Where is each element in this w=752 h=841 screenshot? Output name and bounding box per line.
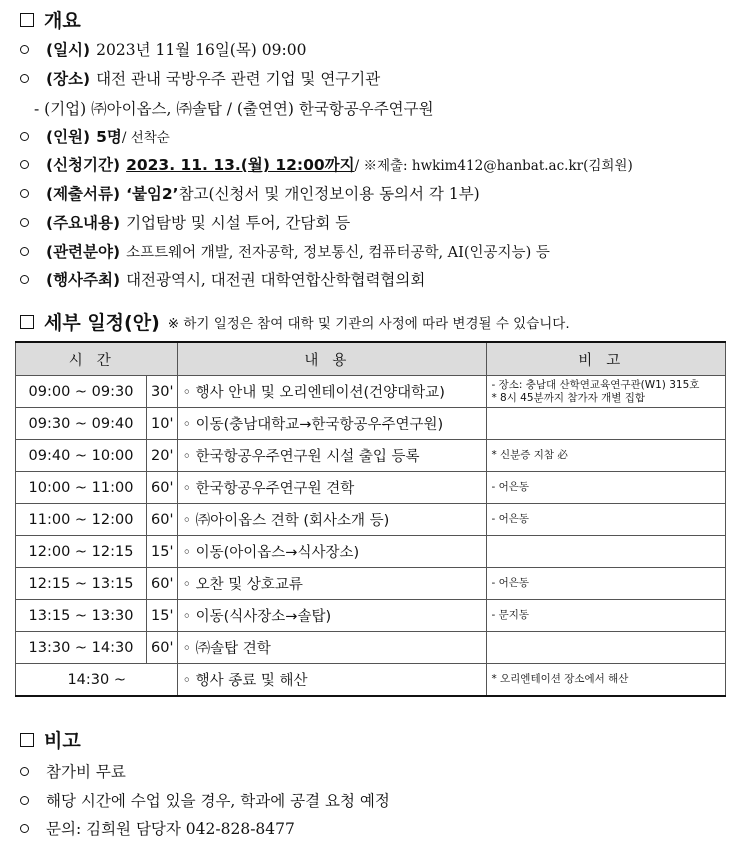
overview-item-apply-period: (신청기간) 2023. 11. 13.(월) 12:00까지 / ※제출: hwkim412@hanbat.ac.kr(김희원): [20, 153, 633, 175]
remarks-title: 비고: [44, 730, 81, 752]
table-row: 09:30 ~ 09:40 10' ◦ 이동(충남대학교→한국항공우주연구원): [16, 408, 726, 440]
schedule-table: [15, 341, 726, 697]
overview-item-documents: (제출서류) ‘붙임2’ 참고(신청서 및 개인정보이용 동의서 각 1부): [20, 182, 480, 204]
circle-bullet-icon: [20, 824, 29, 833]
square-bullet-icon: [20, 13, 34, 27]
schedule-title: 세부 일정(안): [44, 312, 160, 334]
circle-bullet-icon: [20, 796, 29, 805]
circle-bullet-icon: [20, 767, 29, 776]
header-remarks: 비고: [487, 342, 726, 376]
circle-bullet-icon: [20, 74, 29, 83]
header-content: 내용: [178, 342, 487, 376]
overview-item-related-fields: (관련분야) 소프트웨어 개발, 전자공학, 정보통신, 컴퓨터공학, AI(인공지능) 등: [20, 240, 550, 262]
table-row: 11:00 ~ 12:00 60' ◦ ㈜아이옵스 견학 (회사소개 등) - 어은동: [16, 504, 726, 536]
header-time: 시간: [16, 342, 178, 376]
circle-bullet-icon: [20, 45, 29, 54]
overview-item-place-detail: - (기업) ㈜아이옵스, ㈜솔탑 / (출연연) 한국항공우주연구원: [34, 100, 434, 118]
square-bullet-icon: [20, 733, 34, 747]
table-row: 14:30 ~ ◦ 행사 종료 및 해산 * 오리엔테이션 장소에서 해산: [16, 664, 726, 697]
overview-item-place: (장소) 대전 관내 국방우주 관련 기업 및 연구기관: [20, 67, 380, 89]
table-header-row: [16, 342, 726, 376]
table-row: 09:00 ~ 09:30 30' ◦ 행사 안내 및 오리엔테이션(건양대학교) - 장소: 충남대 산학연교육연구관(W1) 315호 * 8시 45분까지 참가자 개별 집합: [16, 376, 726, 408]
circle-bullet-icon: [20, 275, 29, 284]
remarks-item: 문의: 김희원 담당자 042-828-8477: [20, 817, 295, 839]
table-row: 09:40 ~ 10:00 20' ◦ 한국항공우주연구원 시설 출입 등록 * 신분증 지참 必: [16, 440, 726, 472]
overview-item-organizer: (행사주최) 대전광역시, 대전권 대학연합산학협력협의회: [20, 268, 425, 290]
remarks-item: 해당 시간에 수업 있을 경우, 학과에 공결 요청 예정: [20, 789, 390, 811]
overview-item-headcount: (인원) 5명 / 선착순: [20, 125, 170, 147]
table-row: 12:00 ~ 12:15 15' ◦ 이동(아이옵스→식사장소): [16, 536, 726, 568]
square-bullet-icon: [20, 315, 34, 329]
table-row: 13:15 ~ 13:30 15' ◦ 이동(식사장소→솔탑) - 문지동: [16, 600, 726, 632]
remarks-item: 참가비 무료: [20, 760, 126, 782]
overview-heading: [20, 6, 81, 33]
circle-bullet-icon: [20, 132, 29, 141]
schedule-heading: [20, 308, 570, 335]
schedule-note: ※ 하기 일정은 참여 대학 및 기관의 사정에 따라 변경될 수 있습니다.: [167, 315, 570, 332]
table-row: 13:30 ~ 14:30 60' ◦ ㈜솔탑 견학: [16, 632, 726, 664]
overview-title: 개요: [44, 10, 81, 32]
circle-bullet-icon: [20, 189, 29, 198]
overview-item-date: (일시) 2023년 11월 16일(목) 09:00: [20, 38, 306, 60]
overview-item-main-content: (주요내용) 기업탐방 및 시설 투어, 간담회 등: [20, 211, 350, 233]
circle-bullet-icon: [20, 160, 29, 169]
table-row: 12:15 ~ 13:15 60' ◦ 오찬 및 상호교류 - 어은동: [16, 568, 726, 600]
table-row: 10:00 ~ 11:00 60' ◦ 한국항공우주연구원 견학 - 어은동: [16, 472, 726, 504]
circle-bullet-icon: [20, 218, 29, 227]
remarks-heading: [20, 726, 81, 753]
circle-bullet-icon: [20, 247, 29, 256]
